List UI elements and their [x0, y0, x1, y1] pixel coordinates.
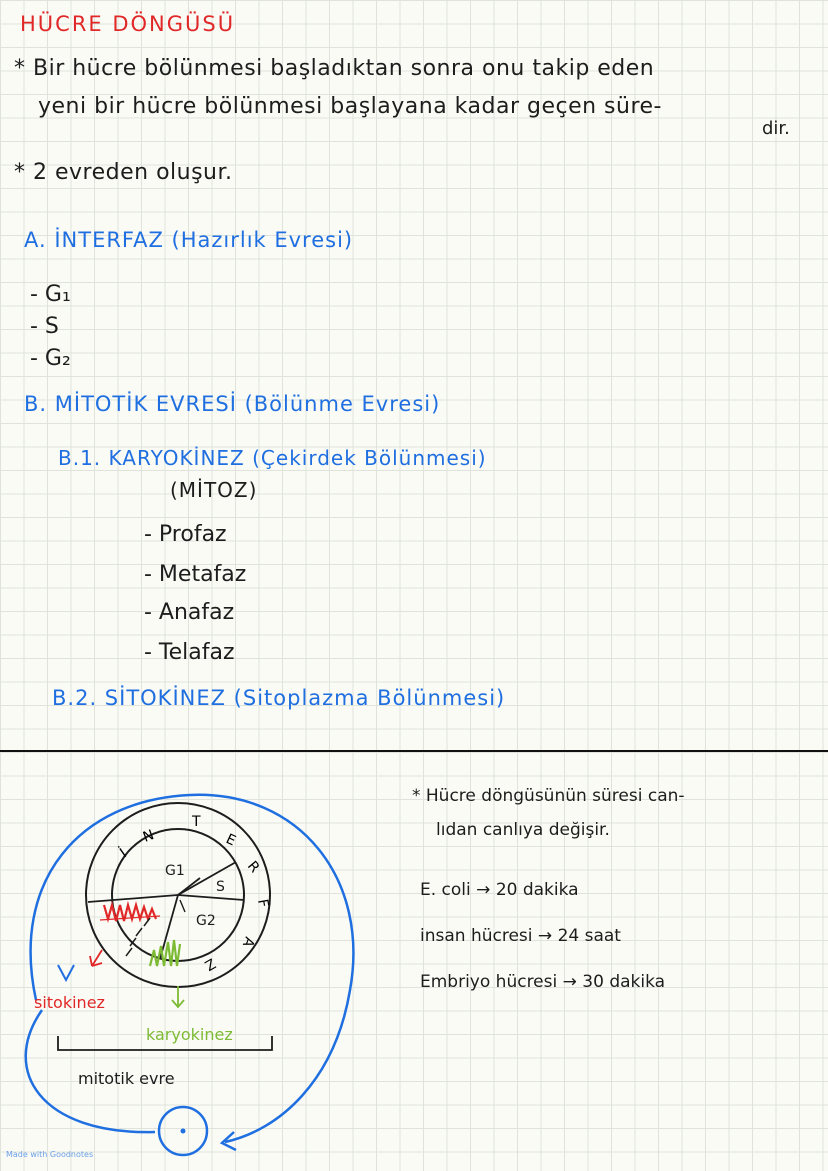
arrow-icon: →	[537, 926, 558, 946]
ring-letter-a: A	[238, 934, 258, 950]
note-line-1: * Hücre döngüsünün süresi can-	[412, 786, 685, 806]
row-subject: Embriyo hücresi	[420, 972, 558, 992]
ring-letter-f: F	[254, 897, 272, 909]
definition-line-2: yeni bir hücre bölünmesi başlayana kadar geçen süre-	[38, 94, 662, 119]
page-title: HÜCRE DÖNGÜSÜ	[20, 12, 236, 36]
interfaz-item-g1: - G₁	[30, 282, 71, 307]
interfaz-heading: A. İNTERFAZ (Hazırlık Evresi)	[24, 228, 354, 252]
karyokinez-heading: B.1. KARYOKİNEZ (Çekirdek Bölünmesi)	[58, 446, 487, 470]
duration-row	[420, 972, 665, 992]
arrow-icon: →	[476, 880, 496, 900]
phase-telafaz: - Telafaz	[144, 640, 235, 665]
cell-nucleus-dot	[181, 1129, 186, 1134]
row-subject: insan hücresi	[420, 926, 533, 946]
sitokinez-heading: B.2. SİTOKİNEZ (Sitoplazma Bölünmesi)	[52, 686, 506, 710]
mitotik-heading: B. MİTOTİK EVRESİ (Bölünme Evresi)	[24, 392, 441, 416]
definition-line-1: * Bir hücre bölünmesi başladıktan sonra onu takip eden	[14, 56, 655, 81]
sitokinez-label: sitokinez	[34, 993, 105, 1012]
row-duration: 30 dakika	[582, 972, 666, 992]
goodnotes-watermark: Made with Goodnotes	[6, 1150, 94, 1159]
phase-profaz: - Profaz	[144, 522, 227, 547]
down-arrow-left	[58, 965, 74, 980]
mitotik-evre-label: mitotik evre	[78, 1069, 175, 1088]
section-divider	[0, 750, 828, 752]
red-arrow	[90, 950, 102, 966]
duration-row	[420, 926, 621, 946]
ring-letter-z: Z	[201, 954, 218, 974]
ring-letter-t: T	[192, 814, 201, 830]
sector-g1: G1	[165, 863, 185, 879]
cycle-loop-arrow	[31, 795, 354, 1142]
sector-s: S	[216, 879, 225, 895]
green-arrow	[172, 986, 184, 1007]
ring-letter-e: E	[223, 831, 239, 850]
row-subject: E. coli	[420, 880, 471, 900]
row-duration: 20 dakika	[495, 880, 579, 900]
definition-line-2-end: dir.	[762, 118, 790, 139]
ring-letter-i: İ	[117, 845, 130, 862]
definition-line-3: * 2 evreden oluşur.	[14, 160, 233, 185]
mitoz-label: (MİTOZ)	[170, 478, 258, 502]
cell-cycle-diagram	[0, 760, 420, 1171]
arrow-icon: →	[562, 972, 583, 992]
phase-metafaz: - Metafaz	[144, 562, 247, 587]
ring-letter-r: R	[243, 858, 263, 877]
interfaz-item-g2: - G₂	[30, 346, 71, 371]
ring-letter-n: N	[140, 827, 157, 846]
phase-anafaz: - Anafaz	[144, 600, 235, 625]
duration-row	[420, 880, 579, 900]
row-duration: 24 saat	[557, 926, 621, 946]
sector-g2: G2	[196, 913, 216, 929]
interfaz-item-s: - S	[30, 314, 59, 339]
karyokinez-label: karyokinez	[146, 1025, 233, 1044]
note-line-2: lıdan canlıya değişir.	[436, 820, 610, 840]
